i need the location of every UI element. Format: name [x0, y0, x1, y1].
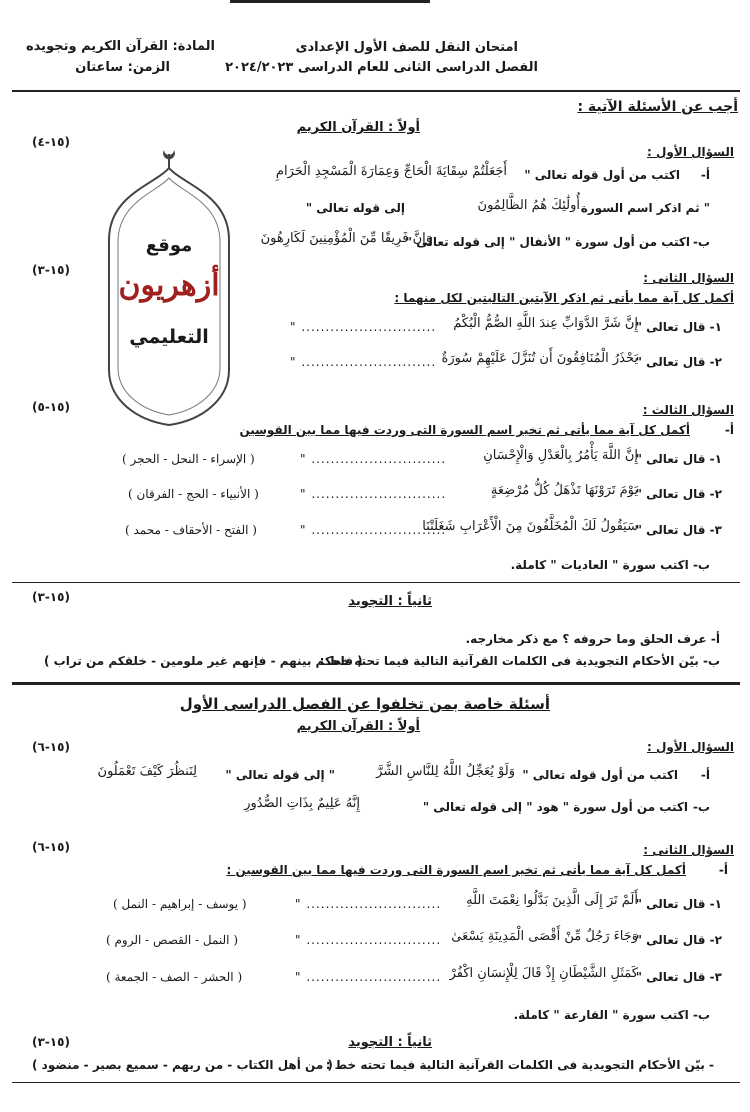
q3-instruction: أكمل كل آية مما يأتى ثم تخير اسم السورة التى وردت فيها مما بين القوسين — [239, 423, 690, 437]
sq2-item1-verse: أَلَمْ تَرَ إِلَى الَّذِينَ بَدَّلُوا نِعْمَتَ اللَّهِ — [466, 893, 638, 908]
q3-item3-text: ٣- قال تعالى " — [635, 523, 722, 537]
special-part2-marks: (١٥-٣) — [32, 1035, 70, 1049]
part2-marks: (١٥-٣) — [32, 590, 70, 604]
q3-item3-verse: سَيَقُولُ لَكَ الْمُخَلَّفُونَ مِنَ الْأَعْرَابِ شَغَلَتْنَا — [422, 519, 638, 534]
q3-item3-dots: " ............................ — [300, 523, 447, 537]
part2-b-words: ( فاحكم بينهم - فإنهم غير ملومين - خلقكم من تراب ) — [44, 654, 363, 668]
q3-item2-choices: ( الأنبياء - الحج - الفرقان ) — [128, 487, 259, 501]
q1-marks: (١٥-٤) — [32, 135, 70, 149]
q2-item1-text: ١- قال تعالى " — [635, 320, 722, 334]
sq1-b-verse: إِنَّهُ عَلِيمٌ بِذَاتِ الصُّدُورِ — [244, 796, 360, 811]
exam-time: الزمن: ساعتان — [75, 60, 170, 75]
q3-item2-verse: يَوْمَ تَرَوْنَهَا تَذْهَلُ كُلُّ مُرْضِعَةٍ — [490, 483, 638, 498]
watermark-bottom: التعليمي — [129, 326, 209, 348]
watermark-middle: أزهريون — [118, 268, 220, 303]
q3-a-prefix: أ- — [724, 423, 734, 437]
watermark-top: موقع — [145, 235, 193, 256]
special-divider — [12, 682, 740, 685]
q2-label: السؤال الثانى : — [643, 271, 734, 285]
sq2-label: السؤال الثانى : — [643, 843, 734, 857]
q2-item1-dots: " ............................ — [290, 320, 437, 334]
sq1-a-verse: وَلَوْ يُعَجِّلُ اللَّهُ لِلنَّاسِ الشَّرَّ — [376, 764, 515, 779]
sq1-a-mid: " إلى قوله تعالى " — [225, 768, 335, 782]
sq2-instruction: أكمل كل آية مما يأتى ثم تخير اسم السورة التى وردت فيها مما بين القوسين : — [226, 863, 686, 877]
q3-item1-text: ١- قال تعالى " — [635, 452, 722, 466]
sq2-item2-text: ٢- قال تعالى " — [635, 933, 722, 947]
q3-item1-dots: " ............................ — [300, 452, 447, 466]
q1-label: السؤال الأول : — [647, 145, 734, 159]
special-part1-title: أولاً : القرآن الكريم — [296, 719, 420, 734]
q1-a-text: اكتب من أول قوله تعالى " — [524, 168, 680, 182]
q2-marks: (١٥-٣) — [32, 263, 70, 277]
bottom-line — [12, 1082, 740, 1083]
q3-label: السؤال الثالث : — [642, 403, 734, 417]
sq2-item2-verse: وَجَاءَ رَجُلٌ مِّنْ أَقْصَى الْمَدِينَةِ يَسْعَىٰ — [451, 929, 638, 944]
special-part2-words: ( من أهل الكتاب - من ربهم - سميع بصير - منضود ) — [32, 1058, 333, 1072]
part2-a-text: أ- عرف الحلق وما حروفه ؟ مع ذكر مخارجه. — [465, 632, 720, 646]
special-part2-text: - بيّن الأحكام التجويدية فى الكلمات القرآنية التالية فيما تحته خط : — [325, 1058, 714, 1072]
sq2-item2-choices: ( النمل - القصص - الروم ) — [106, 933, 238, 947]
q1-a-line2-text: إلى قوله تعالى " — [305, 201, 405, 215]
q3-item2-dots: " ............................ — [300, 487, 447, 501]
sq1-b-prefix: ب- — [692, 800, 710, 814]
q2-item1-verse: إِنَّ شَرَّ الدَّوَابِّ عِندَ اللَّهِ الصُّمُّ الْبُكْمُ — [453, 316, 638, 331]
sq1-label: السؤال الأول : — [647, 740, 734, 754]
sq2-item2-dots: " ............................ — [295, 933, 442, 947]
special-part2-title: ثانياً : التجويد — [348, 1035, 432, 1050]
sq2-item3-verse: كَمَثَلِ الشَّيْطَانِ إِذْ قَالَ لِلْإِنسَانِ اكْفُرْ — [449, 966, 638, 981]
exam-term: الفصل الدراسى الثانى للعام الدراسى ٢٠٢٤/٢٠٢٣ — [225, 60, 538, 75]
sq2-item1-dots: " ............................ — [295, 897, 442, 911]
part2-divider — [12, 582, 740, 583]
q1-a-line2-verse: أُولَٰئِكَ هُمُ الظَّالِمُونَ — [477, 198, 580, 213]
top-edge-line — [230, 0, 430, 3]
part2-title: ثانياً : التجويد — [348, 594, 432, 609]
part2-b-text: ب- بيّن الأحكام التجويدية فى الكلمات القرآنية التالية فيما تحته خط : — [319, 654, 720, 668]
sq2-item3-dots: " ............................ — [295, 970, 442, 984]
part1-title: أولاً : القرآن الكريم — [296, 120, 420, 135]
q1-a-line2-end: " ثم اذكر اسم السورة — [580, 201, 710, 215]
sq2-item1-text: ١- قال تعالى " — [635, 897, 722, 911]
special-title: أسئلة خاصة بمن تخلفوا عن الفصل الدراسى الأول — [179, 695, 550, 713]
sq2-a-prefix: أ- — [718, 863, 728, 877]
q2-item2-dots: " ............................ — [290, 355, 437, 369]
q2-item2-text: ٢- قال تعالى " — [635, 355, 722, 369]
q3-item1-choices: ( الإسراء - النحل - الحجر ) — [122, 452, 255, 466]
q3-marks: (١٥-٥) — [32, 400, 70, 414]
sq1-a-verse2: لِنَنظُرَ كَيْفَ تَعْمَلُونَ — [97, 764, 197, 779]
sq1-a-prefix: أ- — [700, 768, 710, 782]
q3-item3-choices: ( الفتح - الأحقاف - محمد ) — [125, 523, 257, 537]
q1-a-verse: أَجَعَلْتُمْ سِقَايَةَ الْحَاجِّ وَعِمَارَةَ الْمَسْجِدِ الْحَرَامِ — [275, 164, 507, 179]
sq2-item3-choices: ( الحشر - الصف - الجمعة ) — [106, 970, 243, 984]
q1-b-text: اكتب من أول سورة " الأنفال " إلى قوله تعالى " — [405, 235, 690, 249]
exam-title: امتحان النقل للصف الأول الإعدادى — [295, 40, 518, 55]
sq2-item1-choices: ( يوسف - إبراهيم - النمل ) — [113, 897, 247, 911]
q2-item2-verse: يَحْذَرُ الْمُنَافِقُونَ أَن تُنَزَّلَ عَلَيْهِمْ سُورَةٌ — [441, 351, 638, 366]
exam-subject: المادة: القرآن الكريم وتجويده — [26, 39, 215, 54]
q1-b-verse: وَإِنَّ فَرِيقًا مِّنَ الْمُؤْمِنِينَ لَكَارِهُونَ — [260, 231, 432, 246]
header-divider — [12, 90, 740, 92]
q2-instruction: أكمل كل آية مما يأتى ثم اذكر الآيتين التاليتين لكل منهما : — [394, 291, 734, 305]
sq2-marks: (١٥-٦) — [32, 840, 70, 854]
q1-a-prefix: أ- — [700, 168, 710, 182]
q3-b-text: ب- اكتب سورة " العاديات " كاملة. — [510, 558, 710, 572]
q3-item2-text: ٢- قال تعالى " — [635, 487, 722, 501]
instruction: أجب عن الأسئلة الآتية : — [577, 99, 738, 115]
sq1-marks: (١٥-٦) — [32, 740, 70, 754]
q3-item1-verse: إِنَّ اللَّهَ يَأْمُرُ بِالْعَدْلِ وَالْإِحْسَانِ — [483, 448, 638, 463]
sq1-b-text: اكتب من أول سورة " هود " إلى قوله تعالى " — [422, 800, 688, 814]
sq1-a-text: اكتب من أول قوله تعالى " — [522, 768, 678, 782]
sq2-item3-text: ٣- قال تعالى " — [635, 970, 722, 984]
sq2-b-text: ب- اكتب سورة " القارعة " كاملة. — [513, 1008, 710, 1022]
q1-b-prefix: ب- — [692, 235, 710, 249]
